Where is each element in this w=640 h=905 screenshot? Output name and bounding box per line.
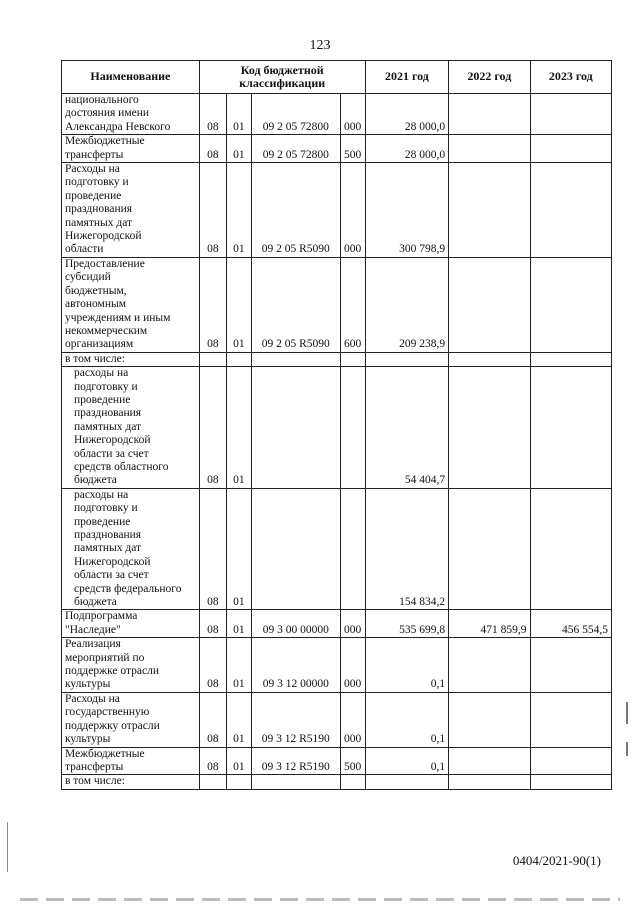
- row-value-2022: [449, 367, 530, 489]
- row-section: 08: [199, 692, 226, 747]
- row-value-2021: 300 798,9: [365, 163, 448, 258]
- scan-artifact-right: [626, 702, 628, 724]
- row-value-2022: [449, 692, 530, 747]
- row-name: в том числе:: [62, 352, 200, 366]
- row-value-2023: [530, 692, 611, 747]
- row-expense-type: 500: [340, 135, 365, 163]
- row-expense-type: 000: [340, 163, 365, 258]
- row-expense-type: 600: [340, 257, 365, 352]
- row-value-2022: [449, 747, 530, 775]
- table-row: [62, 488, 612, 610]
- table-row: [62, 352, 612, 366]
- row-value-2023: [530, 367, 611, 489]
- document-code: 0404/2021-90(1): [512, 853, 601, 868]
- row-subsection: 01: [226, 163, 251, 258]
- row-value-2021: 54 404,7: [365, 367, 448, 489]
- row-value-2023: [530, 747, 611, 775]
- row-subsection: 01: [226, 257, 251, 352]
- row-target-article: 09 2 05 72800: [251, 135, 340, 163]
- table-row: [62, 692, 612, 747]
- table-row: [62, 610, 612, 638]
- row-value-2023: [530, 163, 611, 258]
- row-target-article: 09 2 05 R5090: [251, 257, 340, 352]
- row-value-2023: [530, 488, 611, 610]
- row-target-article: 09 3 12 R5190: [251, 692, 340, 747]
- row-target-article: 09 2 05 72800: [251, 94, 340, 135]
- row-target-article: 09 3 00 00000: [251, 610, 340, 638]
- row-value-2022: [449, 94, 530, 135]
- row-expense-type: 500: [340, 747, 365, 775]
- row-name: Межбюджетные трансферты: [62, 747, 200, 775]
- scan-artifact-bottom: [20, 898, 620, 901]
- row-subsection: 01: [226, 638, 251, 693]
- row-value-2023: [530, 135, 611, 163]
- row-subsection: 01: [226, 692, 251, 747]
- row-target-article: 09 2 05 R5090: [251, 163, 340, 258]
- row-value-2022: 471 859,9: [449, 610, 530, 638]
- row-target-article: 09 3 12 00000: [251, 638, 340, 693]
- table-row: [62, 135, 612, 163]
- row-section: 08: [199, 638, 226, 693]
- row-value-2022: [449, 775, 530, 789]
- table-header-row: [62, 61, 612, 94]
- row-subsection: [226, 775, 251, 789]
- row-target-article: [251, 488, 340, 610]
- row-section: 08: [199, 610, 226, 638]
- row-section: 08: [199, 747, 226, 775]
- row-subsection: 01: [226, 367, 251, 489]
- row-value-2021: 154 834,2: [365, 488, 448, 610]
- header-name: Наименование: [62, 61, 200, 94]
- row-name: расходы на подготовку и проведение празднования памятных дат Нижегородской области за счет средств областного бюджета: [62, 367, 200, 489]
- row-value-2023: [530, 352, 611, 366]
- row-value-2021: 209 238,9: [365, 257, 448, 352]
- row-name: в том числе:: [62, 775, 200, 789]
- row-section: [199, 352, 226, 366]
- row-value-2023: 456 554,5: [530, 610, 611, 638]
- scan-artifact-right-lower: [626, 742, 628, 756]
- row-value-2021: 0,1: [365, 747, 448, 775]
- row-expense-type: [340, 488, 365, 610]
- row-value-2022: [449, 638, 530, 693]
- row-value-2021: [365, 775, 448, 789]
- row-section: [199, 775, 226, 789]
- table-row: [62, 638, 612, 693]
- row-value-2023: [530, 638, 611, 693]
- row-subsection: [226, 352, 251, 366]
- row-expense-type: 000: [340, 94, 365, 135]
- row-expense-type: [340, 775, 365, 789]
- row-section: 08: [199, 94, 226, 135]
- row-name: Подпрограмма "Наследие": [62, 610, 200, 638]
- row-value-2022: [449, 257, 530, 352]
- row-value-2023: [530, 775, 611, 789]
- row-name: Реализация мероприятий по поддержке отрасли культуры: [62, 638, 200, 693]
- row-value-2021: 28 000,0: [365, 135, 448, 163]
- row-value-2022: [449, 163, 530, 258]
- row-name: Расходы на подготовку и проведение празднования памятных дат Нижегородской области: [62, 163, 200, 258]
- row-expense-type: 000: [340, 692, 365, 747]
- header-2023: 2023 год: [530, 61, 611, 94]
- row-subsection: 01: [226, 610, 251, 638]
- row-expense-type: [340, 352, 365, 366]
- row-value-2022: [449, 488, 530, 610]
- row-section: 08: [199, 488, 226, 610]
- row-subsection: 01: [226, 488, 251, 610]
- row-value-2021: 28 000,0: [365, 94, 448, 135]
- row-name: расходы на подготовку и проведение празднования памятных дат Нижегородской области за счет средств федерального бюджета: [62, 488, 200, 610]
- row-value-2022: [449, 135, 530, 163]
- header-2021: 2021 год: [365, 61, 448, 94]
- table-body: [62, 94, 612, 790]
- row-expense-type: [340, 367, 365, 489]
- scan-artifact-left: [7, 822, 8, 872]
- row-target-article: [251, 352, 340, 366]
- row-expense-type: 000: [340, 610, 365, 638]
- table-row: [62, 94, 612, 135]
- row-target-article: [251, 775, 340, 789]
- page-number: 123: [309, 38, 331, 53]
- header-2022: 2022 год: [449, 61, 530, 94]
- row-subsection: 01: [226, 747, 251, 775]
- row-name: Предоставление субсидий бюджетным, автономным учреждениям и иным некоммерческим организациям: [62, 257, 200, 352]
- row-section: 08: [199, 257, 226, 352]
- budget-table: [61, 60, 612, 790]
- row-name: Межбюджетные трансферты: [62, 135, 200, 163]
- table-row: [62, 163, 612, 258]
- row-section: 08: [199, 135, 226, 163]
- table-row: [62, 367, 612, 489]
- row-value-2021: 535 699,8: [365, 610, 448, 638]
- row-value-2023: [530, 257, 611, 352]
- row-subsection: 01: [226, 135, 251, 163]
- row-target-article: 09 3 12 R5190: [251, 747, 340, 775]
- row-expense-type: 000: [340, 638, 365, 693]
- row-value-2021: 0,1: [365, 692, 448, 747]
- row-value-2021: 0,1: [365, 638, 448, 693]
- row-subsection: 01: [226, 94, 251, 135]
- table-row: [62, 257, 612, 352]
- table-row: [62, 747, 612, 775]
- row-value-2021: [365, 352, 448, 366]
- row-name: национального достояния имени Александра Невского: [62, 94, 200, 135]
- row-value-2023: [530, 94, 611, 135]
- row-section: 08: [199, 163, 226, 258]
- header-code: Код бюджетной классификации: [199, 61, 365, 94]
- row-section: 08: [199, 367, 226, 489]
- row-name: Расходы на государственную поддержку отрасли культуры: [62, 692, 200, 747]
- row-value-2022: [449, 352, 530, 366]
- table-row: [62, 775, 612, 789]
- row-target-article: [251, 367, 340, 489]
